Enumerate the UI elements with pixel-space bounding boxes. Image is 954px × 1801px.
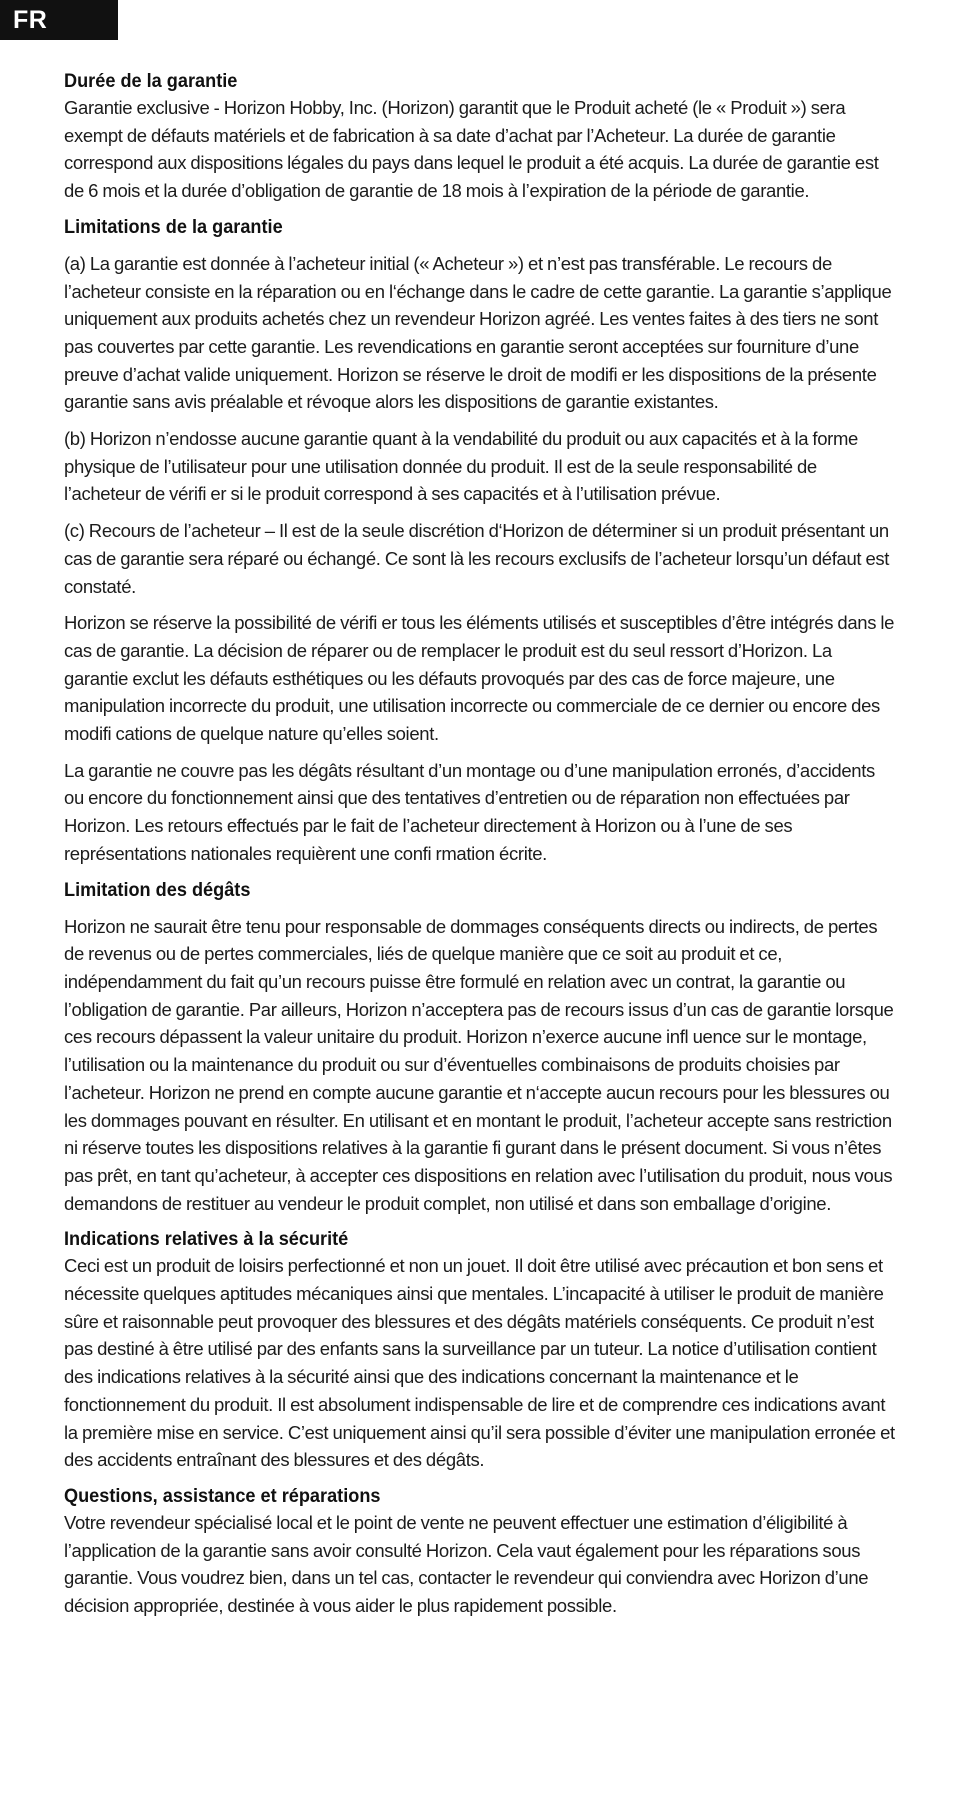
section-title: Durée de la garantie <box>64 70 238 92</box>
language-tab: FR <box>0 0 118 40</box>
section-limitation-degats <box>64 877 896 1218</box>
paragraph: La garantie ne couvre pas les dégâts résultant d’un montage ou d’une manipulation erronés, d’accidents ou encore du fonctionnement ainsi que des tentatives d’entretien ou de réparation non effectuées par Horizon. Les retours effectués par le fait de l’acheteur directement à Horizon ou à l’une de ses représentations nationales requièrent une confi rmation écrite. <box>64 759 875 864</box>
paragraph: Ceci est un produit de loisirs perfectionné et non un jouet. Il doit être utilisé avec précaution et bon sens et nécessite quelques aptitudes mécaniques ainsi que mentales. L’incapacité à utiliser le produit de manière sûre et raisonnable peut provoquer des blessures et des dégâts matériels conséquents. Ce produit n’est pas destiné à être utilisé par des enfants sans la surveillance par un tuteur. La notice d’utilisation contient des indications relatives à la sécurité ainsi que des indications concernant la maintenance et le fonctionnement du produit. Il est absolument indispensable de lire et de comprendre ces indications avant la première mise en service. C’est uniquement ainsi qu’il sera possible d’éviter une manipulation erronée et des accidents entraînant des blessures et des dégâts. <box>64 1255 895 1471</box>
paragraph: Horizon se réserve la possibilité de vérifi er tous les éléments utilisés et susceptibles d’être intégrés dans le cas de garantie. La décision de réparer ou de remplacer le produit est du seul ressort d’Horizon. La garantie exclut les défauts esthétiques ou les défauts provoqués par des cas de force majeure, une manipulation incorrecte du produit, une utilisation incorrecte ou commerciale de ce dernier ou encore des modifi cations de quelque nature qu’elles soient. <box>64 612 895 745</box>
section-securite <box>64 1226 896 1474</box>
section-title: Limitation des dégâts <box>64 878 251 901</box>
paragraph: (c) Recours de l’acheteur – Il est de la seule discrétion d‘Horizon de déterminer si un produit présentant un cas de garantie sera réparé ou échangé. Ce sont là les recours exclusifs de l’acheteur lorsqu’un défaut est constaté. <box>64 520 890 597</box>
section-title: Limitations de la garantie <box>64 215 283 238</box>
section-duree-garantie <box>64 68 896 205</box>
section-limitations-garantie <box>64 214 896 868</box>
section-title: Questions, assistance et réparations <box>64 1484 381 1507</box>
section-title: Indications relatives à la sécurité <box>64 1228 349 1251</box>
section-questions-assistance <box>64 1483 896 1620</box>
paragraph: Votre revendeur spécialisé local et le point de vente ne peuvent effectuer une estimation d’éligibilité à l’application de la garantie sans avoir consulté Horizon. Cela vaut également pour les réparations sous garantie. Vous voudrez bien, dans un tel cas, contacter le revendeur qui conviendra avec Horizon d’une décision appropriée, destinée à vous aider le plus rapidement possible. <box>64 1511 869 1617</box>
paragraph: (a) La garantie est donnée à l’acheteur initial (« Acheteur ») et n’est pas transférable. Le recours de l’acheteur consiste en la réparation ou en l‘échange dans le cadre de cette garantie. La garantie s’applique uniquement aux produits achetés chez un revendeur Horizon agréé. Les ventes faites à des tiers ne sont pas couvertes par cette garantie. Les revendications en garantie seront acceptées sur fourniture d’une preuve d’achat valide uniquement. Horizon se réserve le droit de modifi er les dispositions de la présente garantie sans avis préalable et révoque alors les dispositions de garantie existantes. <box>64 252 892 413</box>
paragraph: Horizon ne saurait être tenu pour responsable de dommages conséquents directs ou indirects, de pertes de revenus ou de pertes commerciales, liés de quelque manière que ce soit au produit et ce, indépendamment du fait qu’un recours puisse être formulé en relation avec un contrat, la garantie ou l’obligation de garantie. Par ailleurs, Horizon n’acceptera pas de recours issus d’un cas de garantie lorsque ces recours dépassent la valeur unitaire du produit. Horizon n’exerce aucune infl uence sur le montage, l’utilisation ou la maintenance du produit ou sur d’éventuelles combinaisons de produits choisies par l’acheteur. Horizon ne prend en compte aucune garantie et n‘accepte aucun recours pour les blessures ou les dommages pouvant en résulter. En utilisant et en montant le produit, l’acheteur accepte sans restriction ni réserve toutes les dispositions relatives à la garantie fi gurant dans le présent document. Si vous n’êtes pas prêt, en tant qu’acheteur, à accepter ces dispositions en relation avec l’utilisation du produit, nous vous demandons de restituer au vendeur le produit complet, non utilisé et dans son emballage d’origine. <box>64 915 894 1214</box>
paragraph: Garantie exclusive - Horizon Hobby, Inc. (Horizon) garantit que le Produit acheté (le « Produit ») sera exempt de défauts matériels et de fabrication à sa date d’achat par l’Acheteur. La durée de garantie correspond aux dispositions légales du pays dans lequel le produit a été acquis. La durée de garantie est de 6 mois et la durée d’obligation de garantie de 18 mois à l’expiration de la période de garantie. <box>64 97 879 202</box>
paragraph: (b) Horizon n’endosse aucune garantie quant à la vendabilité du produit ou aux capacités et à la forme physique de l’utilisateur pour une utilisation donnée du produit. Il est de la seule responsabilité de l’acheteur de vérifi er si le produit correspond à ses capacités et à l’utilisation prévue. <box>64 428 858 505</box>
document-body <box>64 68 896 1629</box>
